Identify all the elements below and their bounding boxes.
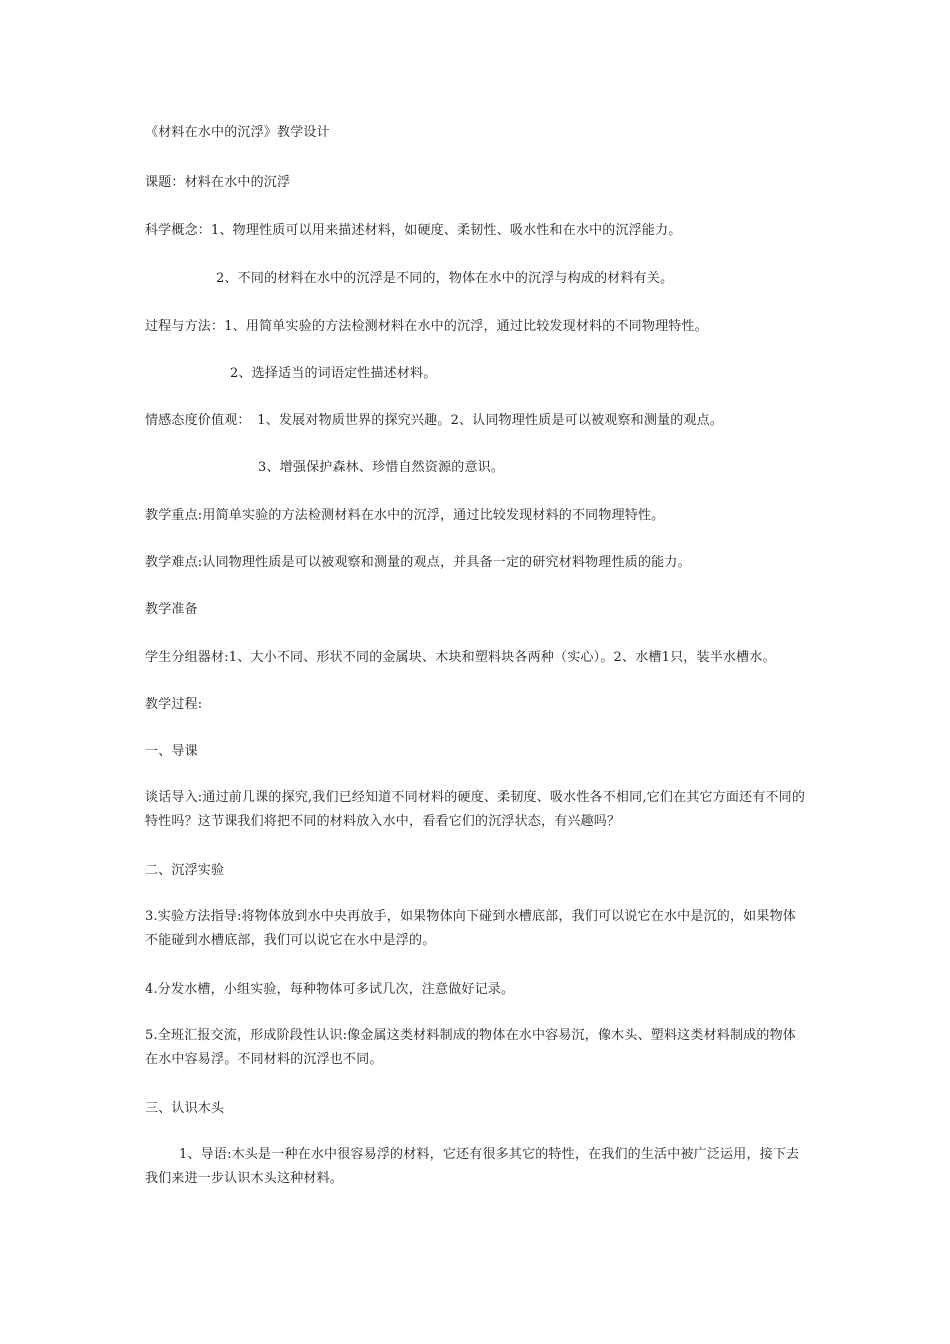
science-concept-1: 科学概念：1、物理性质可以用来描述材料，如硬度、柔韧性、吸水性和在水中的沉浮能力。 [145, 223, 682, 238]
emotion-values-1: 情感态度价值观： 1、发展对物质世界的探究兴趣。2、认同物理性质是可以被观察和测量的观点。 [145, 413, 724, 428]
section-1-heading: 一、导课 [145, 744, 198, 759]
section-2-heading: 二、沉浮实验 [145, 863, 225, 878]
step-4-paragraph: 4.分发水槽，小组实验，每种物体可多试几次，注意做好记录。 [145, 982, 515, 997]
emotion-values-2: 3、增强保护森林、珍惜自然资源的意识。 [258, 460, 505, 475]
lesson-topic: 课题：材料在水中的沉浮 [145, 175, 291, 190]
document-title: 《材料在水中的沉浮》教学设计 [145, 125, 330, 140]
step-5-paragraph: 5.全班汇报交流，形成阶段性认识:像金属这类材料制成的物体在水中容易沉，像木头、塑料这类材料制成的物体在水中容易浮。不同材料的沉浮也不同。 [145, 1028, 796, 1067]
teaching-difficulty: 教学难点:认同物理性质是可以被观察和测量的观点，并具备一定的研究材料物理性质的能力。 [145, 555, 691, 570]
intro-paragraph: 谈话导入:通过前几课的探究,我们已经知道不同材料的硬度、柔韧度、吸水性各不相同,它们在其它方面还有不同的特性吗？这节课我们将把不同的材料放入水中，看看它们的沉浮状态，有兴趣吗？ [145, 790, 806, 829]
group-materials: 学生分组器材:1、大小不同、形状不同的金属块、木块和塑料块各两种（实心）。2、水槽1只，装半水槽水。 [145, 650, 776, 665]
science-concept-2: 2、不同的材料在水中的沉浮是不同的，物体在水中的沉浮与构成的材料有关。 [216, 271, 674, 286]
process-method-1: 过程与方法：1、用简单实验的方法检测材料在水中的沉浮，通过比较发现材料的不同物理特性。 [145, 319, 708, 334]
step-3-paragraph: 3.实验方法指导:将物体放到水中央再放手，如果物体向下碰到水槽底部，我们可以说它在水中是沉的，如果物体不能碰到水槽底部，我们可以说它在水中是浮的。 [145, 909, 796, 948]
process-method-2: 2、选择适当的词语定性描述材料。 [230, 366, 437, 381]
process-heading: 教学过程: [145, 697, 203, 712]
section-3-heading: 三、认识木头 [145, 1101, 225, 1116]
preparation-heading: 教学准备 [145, 602, 198, 617]
teaching-key-point: 教学重点:用简单实验的方法检测材料在水中的沉浮，通过比较发现材料的不同物理特性。 [145, 508, 665, 523]
wood-intro-paragraph: 1、导语:木头是一种在水中很容易浮的材料，它还有很多其它的特性，在我们的生活中被广泛运用，接下去我们来进一步认识木头这种材料。 [145, 1147, 800, 1186]
